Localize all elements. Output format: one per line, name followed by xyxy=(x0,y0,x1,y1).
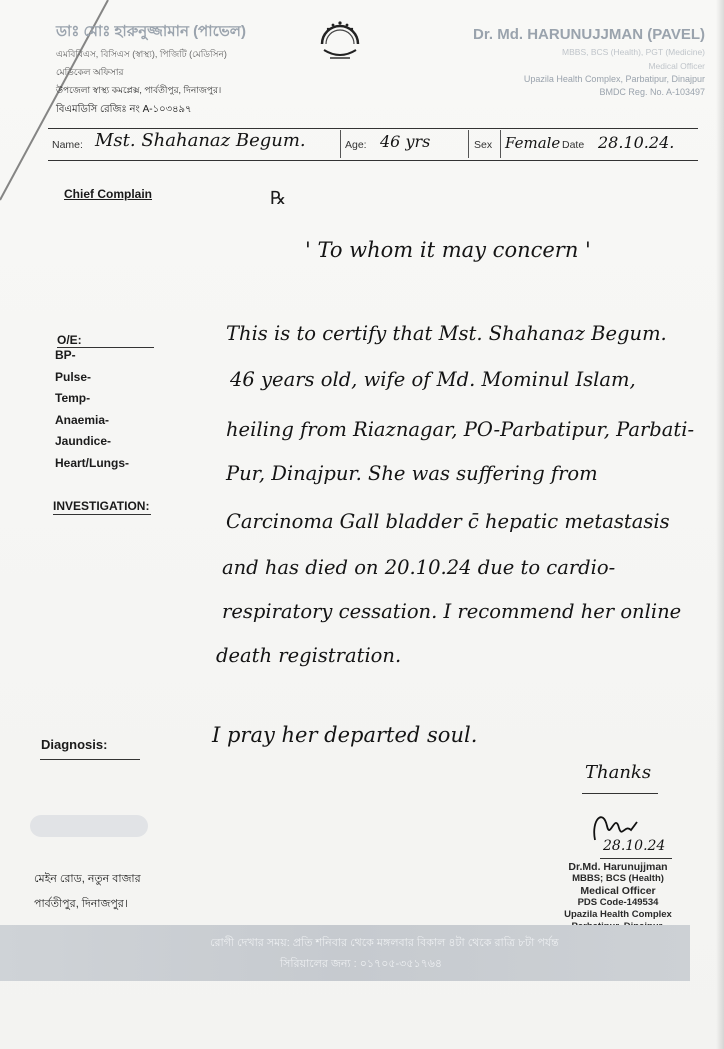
date-label: Date xyxy=(562,139,585,151)
header-left-line: মেডিকেল অফিসার xyxy=(56,67,124,77)
thanks-rule xyxy=(582,793,658,794)
oe-item-heart-lungs: Heart/Lungs- xyxy=(55,455,130,470)
emblem-logo xyxy=(316,14,364,66)
patient-name: Mst. Shahanaz Begum. xyxy=(95,130,306,151)
signature-date: 28.10.24 xyxy=(603,838,666,854)
oe-item-pulse: Pulse- xyxy=(55,369,92,384)
chief-complain-label: Chief Complain xyxy=(64,187,153,201)
header-right-line: Upazila Health Complex, Parbatipur, Dinajpur xyxy=(523,74,705,84)
investigation-rule xyxy=(53,514,151,515)
signature-block xyxy=(543,861,693,933)
signature-name: Dr.Md. Harunujjman xyxy=(568,861,668,873)
address-line: পার্বতীপুর, দিনাজপুর। xyxy=(34,898,128,910)
letter-line: heiling from Riaznagar, PO-Parbatipur, Parbati- xyxy=(226,418,695,441)
header-right-line: Medical Officer xyxy=(648,61,705,71)
oe-item-anaemia: Anaemia- xyxy=(55,412,110,427)
signature-line: Medical Officer xyxy=(580,885,656,897)
oe-item-bp: BP- xyxy=(55,348,76,362)
name-label: Name: xyxy=(52,139,83,151)
field-divider xyxy=(500,130,501,158)
address-pill xyxy=(30,815,148,837)
letter-line: death registration. xyxy=(216,644,402,667)
signature-line: PDS Code-149534 xyxy=(577,897,659,908)
header-left-line: এমবিবিএস, বিসিএস (স্বাস্থ্য), পিজিটি (মেডিসিন) xyxy=(56,49,227,59)
letter-line: 46 years old, wife of Md. Mominul Islam, xyxy=(230,368,636,391)
signature-line: MBBS; BCS (Health) xyxy=(572,873,664,884)
oe-list xyxy=(55,345,129,474)
address-line: মেইন রোড, নতুন বাজার xyxy=(34,873,141,885)
patient-date: 28.10.24. xyxy=(598,133,675,152)
oe-item-jaundice: Jaundice- xyxy=(55,434,112,448)
patient-bar-bottom-rule xyxy=(48,160,698,161)
header-right-line: MBBS, BCS (Health), PGT (Medicine) xyxy=(562,47,705,57)
header-left-line: উপজেলা স্বাস্থ্য কমপ্লেক্স, পার্বতীপুর, দিনাজপুর। xyxy=(56,85,222,95)
header-right-title: Dr. Md. HARUNUJJMAN (PAVEL) xyxy=(473,26,705,43)
rx-symbol: ℞ xyxy=(270,188,287,209)
footer-band xyxy=(0,925,690,981)
sex-label: Sex xyxy=(474,139,493,151)
footer-line: সিরিয়ালের জন্য : ০১৭০৫-৩৫১৭৬৪ xyxy=(280,958,443,970)
letter-line: This is to certify that Mst. Shahanaz Begum. xyxy=(226,322,667,345)
patient-age: 46 yrs xyxy=(380,132,431,151)
letter-line: Carcinoma Gall bladder c̄ hepatic metastasis xyxy=(226,510,670,533)
letter-heading: ' To whom it may concern ' xyxy=(305,238,591,262)
oe-item-temp: Temp- xyxy=(55,391,91,405)
header-right xyxy=(410,26,705,97)
letter-line: Pur, Dinajpur. She was suffering from xyxy=(226,462,598,485)
oe-title: O/E: xyxy=(57,333,82,347)
field-divider xyxy=(340,130,341,158)
patient-sex: Female xyxy=(505,134,561,152)
header-left-line: বিএমডিসি রেজিঃ নং A-১০৩৪৯৭ xyxy=(56,104,192,115)
letter-line: respiratory cessation. I recommend her online xyxy=(222,600,682,623)
letter-line: and has died on 20.10.24 due to cardio- xyxy=(222,556,616,579)
diagnosis-label: Diagnosis: xyxy=(41,737,108,752)
address-block xyxy=(34,870,141,914)
letter-thanks: Thanks xyxy=(585,762,652,783)
signature-line: Upazila Health Complex xyxy=(564,909,672,920)
footer-line: রোগী দেখার সময়: প্রতি শনিবার থেকে মঙ্গলবার বিকাল ৪টা থেকে রাত্রি ৮টা পর্যন্ত xyxy=(210,937,559,949)
edge-shadow xyxy=(716,0,724,1049)
header-right-line: BMDC Reg. No. A-103497 xyxy=(599,87,705,97)
signature-rule xyxy=(600,858,672,859)
age-label: Age: xyxy=(345,139,367,151)
patient-bar-top-rule xyxy=(48,128,698,129)
investigation-label: INVESTIGATION: xyxy=(53,499,150,513)
header-left xyxy=(56,20,306,119)
diagnosis-rule xyxy=(40,759,140,760)
field-divider xyxy=(468,130,469,158)
letter-prayer: I pray her departed soul. xyxy=(212,723,478,747)
header-left-line: ডাঃ মোঃ হারুনুজ্জামান (পাভেল) xyxy=(56,23,246,40)
